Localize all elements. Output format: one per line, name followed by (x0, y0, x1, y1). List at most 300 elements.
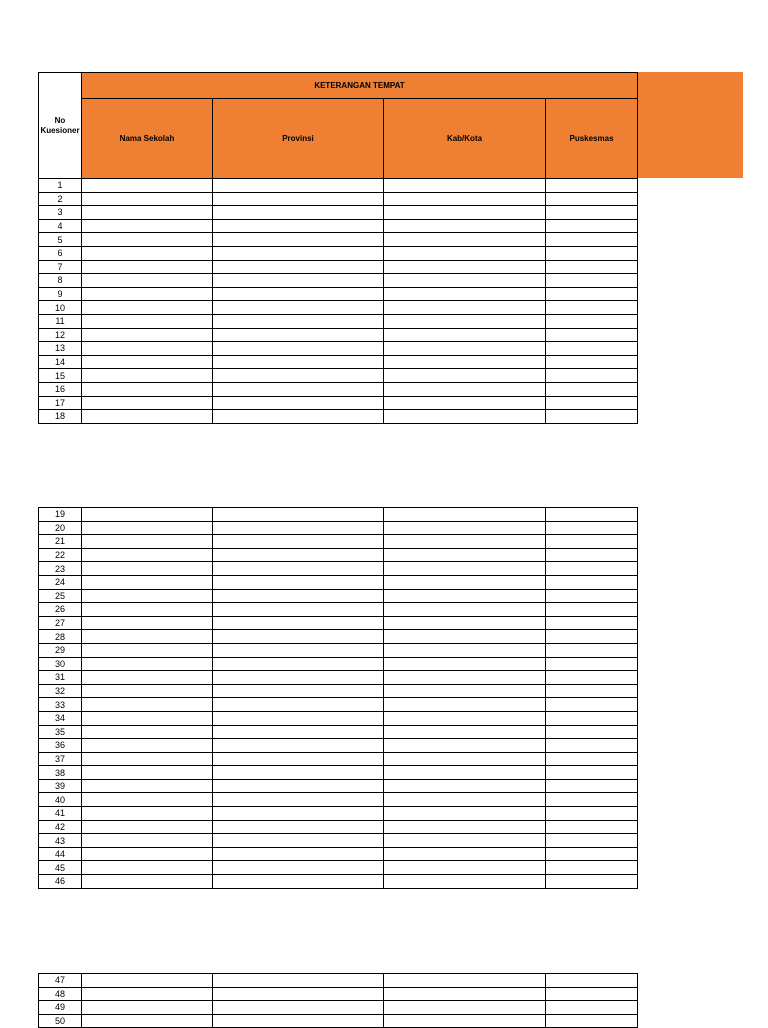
cell-nama-sekolah[interactable] (82, 192, 213, 206)
table-row (39, 219, 638, 233)
row-number: 47 (39, 974, 82, 988)
cell-kab-kota[interactable] (384, 834, 546, 848)
cell-nama-sekolah[interactable] (82, 974, 213, 988)
cell-provinsi[interactable] (213, 603, 384, 617)
cell-kab-kota[interactable] (384, 766, 546, 780)
cell-kab-kota[interactable] (384, 974, 546, 988)
cell-nama-sekolah[interactable] (82, 219, 213, 233)
cell-nama-sekolah[interactable] (82, 274, 213, 288)
cell-provinsi[interactable] (213, 508, 384, 522)
row-number: 14 (39, 355, 82, 369)
cell-puskesmas[interactable] (546, 219, 638, 233)
cell-nama-sekolah[interactable] (82, 589, 213, 603)
table-row (39, 508, 638, 522)
cell-provinsi[interactable] (213, 1014, 384, 1028)
cell-provinsi[interactable] (213, 657, 384, 671)
cell-puskesmas[interactable] (546, 630, 638, 644)
cell-puskesmas[interactable] (546, 1014, 638, 1028)
cell-provinsi[interactable] (213, 206, 384, 220)
cell-kab-kota[interactable] (384, 342, 546, 356)
cell-puskesmas[interactable] (546, 793, 638, 807)
table-row (39, 274, 638, 288)
cell-nama-sekolah[interactable] (82, 562, 213, 576)
cell-nama-sekolah[interactable] (82, 246, 213, 260)
cell-provinsi[interactable] (213, 260, 384, 274)
row-number: 31 (39, 671, 82, 685)
cell-puskesmas[interactable] (546, 260, 638, 274)
questionnaire-table-page-1 (38, 72, 638, 424)
cell-provinsi[interactable] (213, 974, 384, 988)
cell-nama-sekolah[interactable] (82, 575, 213, 589)
row-number: 40 (39, 793, 82, 807)
cell-kab-kota[interactable] (384, 725, 546, 739)
cell-puskesmas[interactable] (546, 508, 638, 522)
table-row (39, 725, 638, 739)
cell-provinsi[interactable] (213, 219, 384, 233)
cell-kab-kota[interactable] (384, 314, 546, 328)
cell-nama-sekolah[interactable] (82, 766, 213, 780)
row-number: 13 (39, 342, 82, 356)
row-number: 7 (39, 260, 82, 274)
cell-provinsi[interactable] (213, 396, 384, 410)
cell-puskesmas[interactable] (546, 548, 638, 562)
cell-kab-kota[interactable] (384, 616, 546, 630)
row-number: 50 (39, 1014, 82, 1028)
row-number: 6 (39, 246, 82, 260)
cell-provinsi[interactable] (213, 684, 384, 698)
cell-puskesmas[interactable] (546, 711, 638, 725)
cell-puskesmas[interactable] (546, 875, 638, 889)
cell-kab-kota[interactable] (384, 535, 546, 549)
cell-nama-sekolah[interactable] (82, 301, 213, 315)
cell-nama-sekolah[interactable] (82, 820, 213, 834)
row-number: 34 (39, 711, 82, 725)
row-number: 42 (39, 820, 82, 834)
cell-provinsi[interactable] (213, 630, 384, 644)
row-number: 29 (39, 643, 82, 657)
row-number: 4 (39, 219, 82, 233)
cell-nama-sekolah[interactable] (82, 657, 213, 671)
row-number: 5 (39, 233, 82, 247)
row-number: 18 (39, 410, 82, 424)
questionnaire-table-page-2 (38, 507, 638, 889)
row-number: 23 (39, 562, 82, 576)
cell-nama-sekolah[interactable] (82, 752, 213, 766)
table-row (39, 548, 638, 562)
cell-provinsi[interactable] (213, 793, 384, 807)
table-row (39, 206, 638, 220)
cell-provinsi[interactable] (213, 1001, 384, 1015)
cell-provinsi[interactable] (213, 233, 384, 247)
header-fill-overflow (637, 72, 743, 178)
row-number: 19 (39, 508, 82, 522)
cell-kab-kota[interactable] (384, 698, 546, 712)
cell-puskesmas[interactable] (546, 342, 638, 356)
cell-kab-kota[interactable] (384, 260, 546, 274)
cell-kab-kota[interactable] (384, 521, 546, 535)
cell-puskesmas[interactable] (546, 355, 638, 369)
cell-provinsi[interactable] (213, 847, 384, 861)
cell-puskesmas[interactable] (546, 820, 638, 834)
cell-provinsi[interactable] (213, 179, 384, 193)
cell-kab-kota[interactable] (384, 548, 546, 562)
row-number: 38 (39, 766, 82, 780)
table-row (39, 192, 638, 206)
cell-provinsi[interactable] (213, 589, 384, 603)
cell-puskesmas[interactable] (546, 725, 638, 739)
cell-puskesmas[interactable] (546, 861, 638, 875)
table-row (39, 793, 638, 807)
cell-provinsi[interactable] (213, 192, 384, 206)
row-number: 43 (39, 834, 82, 848)
cell-kab-kota[interactable] (384, 820, 546, 834)
cell-puskesmas[interactable] (546, 382, 638, 396)
cell-puskesmas[interactable] (546, 643, 638, 657)
row-number: 49 (39, 1001, 82, 1015)
cell-provinsi[interactable] (213, 739, 384, 753)
cell-provinsi[interactable] (213, 779, 384, 793)
cell-provinsi[interactable] (213, 861, 384, 875)
cell-puskesmas[interactable] (546, 847, 638, 861)
cell-provinsi[interactable] (213, 834, 384, 848)
cell-nama-sekolah[interactable] (82, 369, 213, 383)
cell-provinsi[interactable] (213, 548, 384, 562)
cell-kab-kota[interactable] (384, 684, 546, 698)
table-row (39, 711, 638, 725)
table-row (39, 521, 638, 535)
row-number: 21 (39, 535, 82, 549)
questionnaire-table-page-3 (38, 973, 638, 1028)
cell-nama-sekolah[interactable] (82, 260, 213, 274)
row-number: 11 (39, 314, 82, 328)
cell-nama-sekolah[interactable] (82, 875, 213, 889)
cell-nama-sekolah[interactable] (82, 1014, 213, 1028)
cell-puskesmas[interactable] (546, 233, 638, 247)
table-row (39, 355, 638, 369)
table-row (39, 766, 638, 780)
cell-nama-sekolah[interactable] (82, 342, 213, 356)
cell-puskesmas[interactable] (546, 698, 638, 712)
cell-provinsi[interactable] (213, 698, 384, 712)
cell-puskesmas[interactable] (546, 589, 638, 603)
cell-puskesmas[interactable] (546, 396, 638, 410)
cell-kab-kota[interactable] (384, 301, 546, 315)
cell-nama-sekolah[interactable] (82, 535, 213, 549)
table-row (39, 179, 638, 193)
cell-nama-sekolah[interactable] (82, 355, 213, 369)
cell-puskesmas[interactable] (546, 575, 638, 589)
cell-provinsi[interactable] (213, 671, 384, 685)
column-header-provinsi: Provinsi (213, 99, 384, 179)
cell-puskesmas[interactable] (546, 314, 638, 328)
cell-provinsi[interactable] (213, 287, 384, 301)
cell-provinsi[interactable] (213, 725, 384, 739)
cell-kab-kota[interactable] (384, 369, 546, 383)
cell-kab-kota[interactable] (384, 233, 546, 247)
cell-nama-sekolah[interactable] (82, 314, 213, 328)
table-row (39, 820, 638, 834)
table-row (39, 342, 638, 356)
cell-nama-sekolah[interactable] (82, 521, 213, 535)
table-row (39, 698, 638, 712)
table-row (39, 287, 638, 301)
cell-nama-sekolah[interactable] (82, 179, 213, 193)
cell-kab-kota[interactable] (384, 807, 546, 821)
cell-puskesmas[interactable] (546, 535, 638, 549)
row-number: 1 (39, 179, 82, 193)
row-number: 28 (39, 630, 82, 644)
cell-nama-sekolah[interactable] (82, 1001, 213, 1015)
table-row (39, 875, 638, 889)
cell-puskesmas[interactable] (546, 206, 638, 220)
row-number: 25 (39, 589, 82, 603)
cell-nama-sekolah[interactable] (82, 847, 213, 861)
cell-nama-sekolah[interactable] (82, 616, 213, 630)
row-number: 2 (39, 192, 82, 206)
cell-puskesmas[interactable] (546, 974, 638, 988)
cell-puskesmas[interactable] (546, 603, 638, 617)
cell-provinsi[interactable] (213, 342, 384, 356)
cell-kab-kota[interactable] (384, 861, 546, 875)
cell-kab-kota[interactable] (384, 793, 546, 807)
table-row (39, 382, 638, 396)
column-header-nama-sekolah: Nama Sekolah (82, 99, 213, 179)
cell-provinsi[interactable] (213, 328, 384, 342)
cell-kab-kota[interactable] (384, 246, 546, 260)
cell-nama-sekolah[interactable] (82, 834, 213, 848)
row-number: 33 (39, 698, 82, 712)
table-row (39, 410, 638, 424)
no-kuesioner-header: No Kuesioner (39, 73, 82, 179)
cell-puskesmas[interactable] (546, 562, 638, 576)
cell-nama-sekolah[interactable] (82, 739, 213, 753)
cell-provinsi[interactable] (213, 616, 384, 630)
cell-nama-sekolah[interactable] (82, 382, 213, 396)
cell-puskesmas[interactable] (546, 301, 638, 315)
cell-puskesmas[interactable] (546, 287, 638, 301)
table-row (39, 314, 638, 328)
row-number: 15 (39, 369, 82, 383)
cell-kab-kota[interactable] (384, 630, 546, 644)
cell-kab-kota[interactable] (384, 287, 546, 301)
row-number: 36 (39, 739, 82, 753)
cell-kab-kota[interactable] (384, 192, 546, 206)
cell-kab-kota[interactable] (384, 711, 546, 725)
cell-puskesmas[interactable] (546, 987, 638, 1001)
table-row (39, 1014, 638, 1028)
keterangan-tempat-header: KETERANGAN TEMPAT (82, 73, 638, 99)
cell-kab-kota[interactable] (384, 179, 546, 193)
row-number: 46 (39, 875, 82, 889)
cell-nama-sekolah[interactable] (82, 793, 213, 807)
table-row (39, 779, 638, 793)
row-number: 22 (39, 548, 82, 562)
cell-kab-kota[interactable] (384, 657, 546, 671)
cell-nama-sekolah[interactable] (82, 725, 213, 739)
cell-puskesmas[interactable] (546, 246, 638, 260)
cell-puskesmas[interactable] (546, 410, 638, 424)
table-row (39, 739, 638, 753)
cell-kab-kota[interactable] (384, 1014, 546, 1028)
table-row (39, 535, 638, 549)
cell-kab-kota[interactable] (384, 396, 546, 410)
cell-puskesmas[interactable] (546, 834, 638, 848)
row-number: 32 (39, 684, 82, 698)
cell-puskesmas[interactable] (546, 274, 638, 288)
table-row (39, 974, 638, 988)
row-number: 39 (39, 779, 82, 793)
table-row (39, 643, 638, 657)
table-row (39, 396, 638, 410)
cell-kab-kota[interactable] (384, 206, 546, 220)
cell-nama-sekolah[interactable] (82, 807, 213, 821)
cell-puskesmas[interactable] (546, 657, 638, 671)
cell-puskesmas[interactable] (546, 179, 638, 193)
cell-provinsi[interactable] (213, 820, 384, 834)
row-number: 17 (39, 396, 82, 410)
cell-puskesmas[interactable] (546, 779, 638, 793)
cell-nama-sekolah[interactable] (82, 630, 213, 644)
row-number: 8 (39, 274, 82, 288)
cell-kab-kota[interactable] (384, 603, 546, 617)
row-number: 20 (39, 521, 82, 535)
cell-kab-kota[interactable] (384, 875, 546, 889)
row-number: 27 (39, 616, 82, 630)
row-number: 12 (39, 328, 82, 342)
table-row (39, 847, 638, 861)
cell-puskesmas[interactable] (546, 739, 638, 753)
cell-kab-kota[interactable] (384, 382, 546, 396)
cell-provinsi[interactable] (213, 355, 384, 369)
cell-nama-sekolah[interactable] (82, 233, 213, 247)
cell-puskesmas[interactable] (546, 192, 638, 206)
table-row (39, 1001, 638, 1015)
table-row (39, 630, 638, 644)
cell-kab-kota[interactable] (384, 987, 546, 1001)
cell-provinsi[interactable] (213, 314, 384, 328)
cell-provinsi[interactable] (213, 875, 384, 889)
cell-kab-kota[interactable] (384, 671, 546, 685)
cell-provinsi[interactable] (213, 521, 384, 535)
cell-kab-kota[interactable] (384, 562, 546, 576)
row-number: 45 (39, 861, 82, 875)
cell-puskesmas[interactable] (546, 807, 638, 821)
cell-puskesmas[interactable] (546, 671, 638, 685)
cell-kab-kota[interactable] (384, 508, 546, 522)
cell-kab-kota[interactable] (384, 589, 546, 603)
cell-nama-sekolah[interactable] (82, 779, 213, 793)
table-row (39, 657, 638, 671)
cell-provinsi[interactable] (213, 562, 384, 576)
cell-nama-sekolah[interactable] (82, 698, 213, 712)
cell-puskesmas[interactable] (546, 752, 638, 766)
table-row (39, 328, 638, 342)
cell-nama-sekolah[interactable] (82, 603, 213, 617)
cell-puskesmas[interactable] (546, 616, 638, 630)
table-row (39, 589, 638, 603)
row-number: 16 (39, 382, 82, 396)
cell-kab-kota[interactable] (384, 410, 546, 424)
cell-kab-kota[interactable] (384, 752, 546, 766)
cell-nama-sekolah[interactable] (82, 206, 213, 220)
cell-nama-sekolah[interactable] (82, 643, 213, 657)
cell-puskesmas[interactable] (546, 1001, 638, 1015)
cell-kab-kota[interactable] (384, 643, 546, 657)
cell-provinsi[interactable] (213, 575, 384, 589)
cell-nama-sekolah[interactable] (82, 711, 213, 725)
table-row (39, 575, 638, 589)
row-number: 3 (39, 206, 82, 220)
cell-provinsi[interactable] (213, 807, 384, 821)
table-row (39, 562, 638, 576)
column-header-kab-kota: Kab/Kota (384, 99, 546, 179)
cell-nama-sekolah[interactable] (82, 508, 213, 522)
cell-provinsi[interactable] (213, 410, 384, 424)
cell-provinsi[interactable] (213, 711, 384, 725)
cell-nama-sekolah[interactable] (82, 287, 213, 301)
cell-nama-sekolah[interactable] (82, 861, 213, 875)
table-row (39, 603, 638, 617)
cell-provinsi[interactable] (213, 246, 384, 260)
cell-puskesmas[interactable] (546, 521, 638, 535)
cell-kab-kota[interactable] (384, 575, 546, 589)
cell-nama-sekolah[interactable] (82, 410, 213, 424)
row-number: 44 (39, 847, 82, 861)
table-row (39, 807, 638, 821)
cell-kab-kota[interactable] (384, 1001, 546, 1015)
cell-nama-sekolah[interactable] (82, 671, 213, 685)
cell-provinsi[interactable] (213, 369, 384, 383)
cell-provinsi[interactable] (213, 766, 384, 780)
cell-kab-kota[interactable] (384, 274, 546, 288)
cell-nama-sekolah[interactable] (82, 396, 213, 410)
table-row (39, 616, 638, 630)
table-row (39, 301, 638, 315)
cell-nama-sekolah[interactable] (82, 684, 213, 698)
cell-nama-sekolah[interactable] (82, 548, 213, 562)
row-number: 37 (39, 752, 82, 766)
table-row (39, 834, 638, 848)
cell-provinsi[interactable] (213, 643, 384, 657)
cell-provinsi[interactable] (213, 274, 384, 288)
cell-puskesmas[interactable] (546, 766, 638, 780)
cell-puskesmas[interactable] (546, 684, 638, 698)
table-row (39, 752, 638, 766)
row-number: 30 (39, 657, 82, 671)
cell-provinsi[interactable] (213, 535, 384, 549)
cell-kab-kota[interactable] (384, 739, 546, 753)
cell-kab-kota[interactable] (384, 779, 546, 793)
cell-kab-kota[interactable] (384, 355, 546, 369)
table-row (39, 987, 638, 1001)
cell-provinsi[interactable] (213, 301, 384, 315)
row-number: 48 (39, 987, 82, 1001)
row-number: 10 (39, 301, 82, 315)
cell-provinsi[interactable] (213, 752, 384, 766)
cell-kab-kota[interactable] (384, 219, 546, 233)
table-row (39, 671, 638, 685)
cell-puskesmas[interactable] (546, 328, 638, 342)
cell-kab-kota[interactable] (384, 328, 546, 342)
cell-nama-sekolah[interactable] (82, 987, 213, 1001)
cell-provinsi[interactable] (213, 987, 384, 1001)
cell-puskesmas[interactable] (546, 369, 638, 383)
cell-nama-sekolah[interactable] (82, 328, 213, 342)
cell-provinsi[interactable] (213, 382, 384, 396)
table-row (39, 246, 638, 260)
cell-kab-kota[interactable] (384, 847, 546, 861)
table-row (39, 233, 638, 247)
